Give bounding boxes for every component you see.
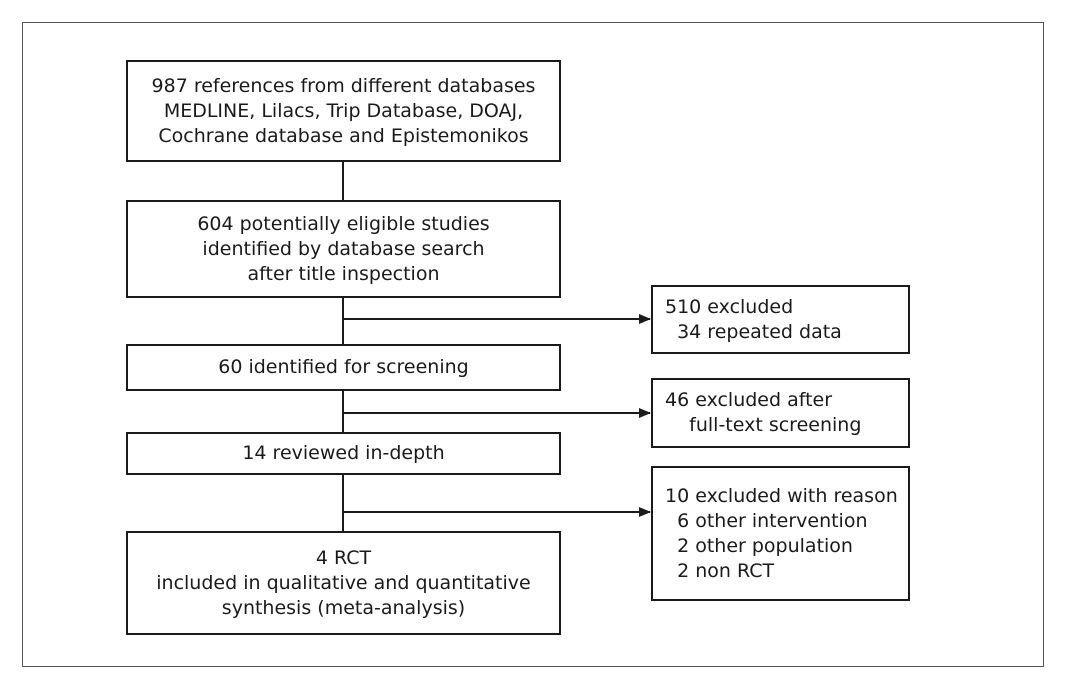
box-text-line: included in qualitative and quantitative xyxy=(156,571,531,594)
box-text-line: 14 reviewed in-depth xyxy=(242,442,445,464)
excluded-box-2 xyxy=(651,378,910,448)
box-text-line: 6 other intervention xyxy=(665,509,868,532)
box-text-line: synthesis (meta-analysis) xyxy=(221,596,466,619)
box-text-line: Cochrane database and Epistemonikos xyxy=(158,124,529,147)
excluded-box-1 xyxy=(651,285,910,354)
in-depth-review-box xyxy=(126,432,561,475)
excluded-box-3 xyxy=(651,466,910,601)
references-box xyxy=(126,60,561,162)
box-text-line: full-text screening xyxy=(665,414,862,436)
box-text-line: 510 excluded xyxy=(665,295,794,318)
box-text-line: MEDLINE, Lilacs, Trip Database, DOAJ, xyxy=(163,99,524,122)
box-text-line: 10 excluded with reason xyxy=(665,484,898,507)
box-text-line: 604 potentially eligible studies xyxy=(197,212,490,235)
box-text-line: 46 excluded after xyxy=(665,389,833,411)
box-text-line: 987 references from different databases xyxy=(151,74,536,97)
box-text-line: identified by database search xyxy=(202,237,485,260)
box-text-line: after title inspection xyxy=(247,262,440,285)
included-studies-box xyxy=(126,531,561,635)
eligible-studies-box xyxy=(126,200,561,298)
screening-box xyxy=(126,344,561,391)
box-text-line: 2 non RCT xyxy=(665,559,775,582)
box-text-line: 60 identified for screening xyxy=(218,356,469,378)
box-text-line: 34 repeated data xyxy=(665,320,842,343)
box-text-line: 4 RCT xyxy=(315,546,372,569)
box-text-line: 2 other population xyxy=(665,534,853,557)
